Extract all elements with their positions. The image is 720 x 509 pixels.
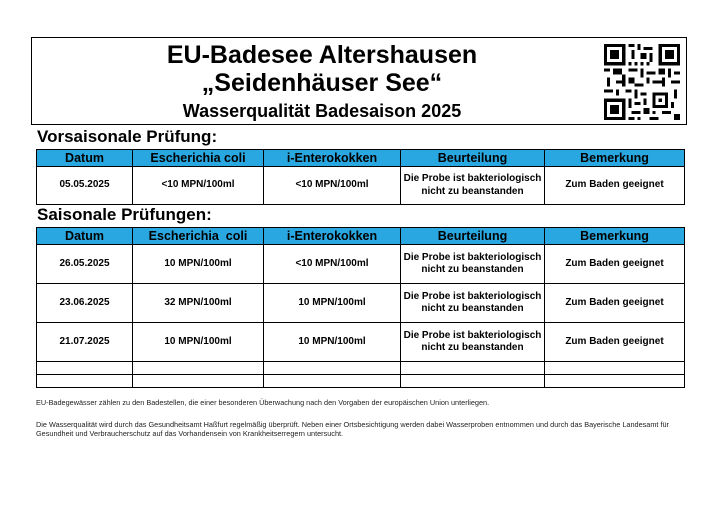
cell-beurteilung: Die Probe ist bakteriologisch nicht zu beanstanden [401, 167, 545, 205]
empty-cell [401, 362, 545, 375]
page-subtitle: „Seidenhäuser See“ [201, 69, 443, 97]
page-title: EU-Badesee Altershausen [166, 41, 478, 69]
preseason-heading: Vorsaisonale Prüfung: [37, 127, 218, 146]
cell-ecoli: 10 MPN/100ml [133, 245, 264, 284]
cell-datum: 26.05.2025 [37, 245, 133, 284]
column-header-beurteilung: Beurteilung [401, 228, 545, 245]
column-header-beurteilung: Beurteilung [401, 150, 545, 167]
qr-code-icon[interactable] [604, 44, 680, 120]
table-row [37, 323, 685, 362]
column-header-enterokokken: i-Enterokokken [264, 150, 401, 167]
table-header-row [37, 228, 685, 245]
empty-cell [37, 375, 133, 388]
table-row [37, 167, 685, 205]
cell-enterokokken: 10 MPN/100ml [264, 284, 401, 323]
cell-datum: 23.06.2025 [37, 284, 133, 323]
empty-cell [545, 362, 685, 375]
cell-beurteilung: Die Probe ist bakteriologisch nicht zu beanstanden [401, 323, 545, 362]
column-header-ecoli: Escherichia coli [133, 150, 264, 167]
empty-cell [264, 362, 401, 375]
cell-bemerkung: Zum Baden geeignet [545, 167, 685, 205]
empty-cell [264, 375, 401, 388]
cell-bemerkung: Zum Baden geeignet [545, 323, 685, 362]
empty-table-row [37, 375, 685, 388]
cell-enterokokken: 10 MPN/100ml [264, 323, 401, 362]
cell-enterokokken: <10 MPN/100ml [264, 245, 401, 284]
column-header-bemerkung: Bemerkung [545, 150, 685, 167]
cell-bemerkung: Zum Baden geeignet [545, 284, 685, 323]
empty-table-row [37, 362, 685, 375]
empty-cell [133, 375, 264, 388]
column-header-bemerkung: Bemerkung [545, 228, 685, 245]
empty-cell [401, 375, 545, 388]
cell-beurteilung: Die Probe ist bakteriologisch nicht zu beanstanden [401, 284, 545, 323]
cell-datum: 05.05.2025 [37, 167, 133, 205]
empty-cell [545, 375, 685, 388]
season-heading: Saisonale Prüfungen: [37, 205, 212, 224]
cell-datum: 21.07.2025 [37, 323, 133, 362]
table-row [37, 284, 685, 323]
cell-ecoli: <10 MPN/100ml [133, 167, 264, 205]
season-title: Wasserqualität Badesaison 2025 [182, 101, 462, 121]
column-header-enterokokken: i-Enterokokken [264, 228, 401, 245]
column-header-ecoli: Escherichia coli [133, 228, 264, 245]
cell-beurteilung: Die Probe ist bakteriologisch nicht zu beanstanden [401, 245, 545, 284]
table-header-row [37, 150, 685, 167]
empty-cell [37, 362, 133, 375]
cell-enterokokken: <10 MPN/100ml [264, 167, 401, 205]
empty-cell [133, 362, 264, 375]
column-header-datum: Datum [37, 150, 133, 167]
column-header-datum: Datum [37, 228, 133, 245]
preseason-table [36, 149, 685, 205]
table-row [37, 245, 685, 284]
footnote-monitoring: Die Wasserqualität wird durch das Gesundheitsamt Haßfurt regelmäßig überprüft. Neben einer Ortsbesichtigung werden dabei Wasserproben entnommen und durch das Bayerische Landesamt für Gesundheit und Verbraucherschutz auf das Vorhandensein von Krankheitserregern untersucht. [36, 420, 669, 438]
cell-ecoli: 32 MPN/100ml [133, 284, 264, 323]
title-box [31, 37, 687, 125]
footnote-eu-bathing: EU-Badegewässer zählen zu den Badestellen, die einer besonderen Überwachung nach den Vorgaben der europäischen Union unterliegen. [36, 398, 490, 407]
cell-ecoli: 10 MPN/100ml [133, 323, 264, 362]
cell-bemerkung: Zum Baden geeignet [545, 245, 685, 284]
season-table [36, 227, 685, 388]
